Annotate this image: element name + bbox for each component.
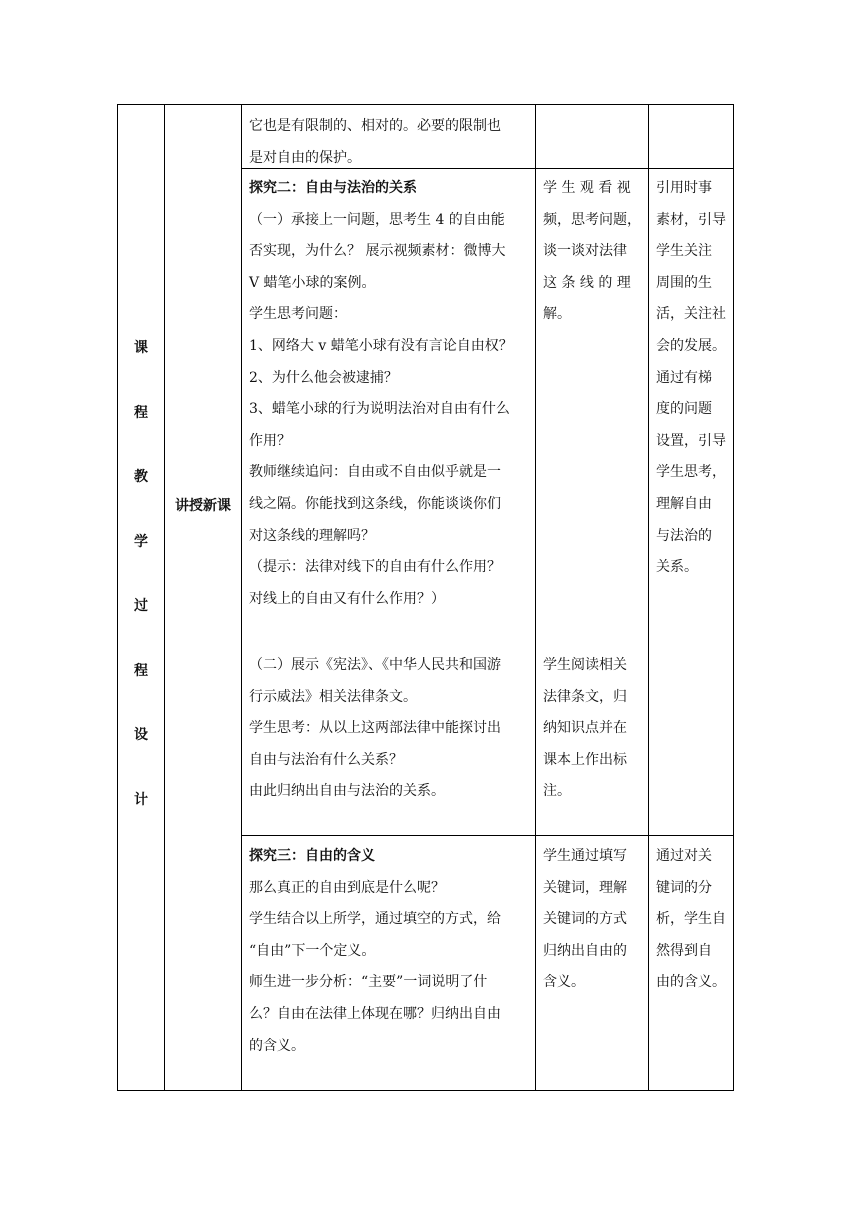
text-line: 这 条 线 的 理 (543, 274, 631, 291)
side-label-char: 设 (134, 727, 148, 743)
text-line: 会的发展。 (656, 337, 726, 354)
text-line: 然得到自 (656, 942, 712, 959)
text-line: （一）承接上一问题，思考生 4 的自由能 (249, 211, 505, 228)
text-line: （提示：法律对线下的自由有什么作用？ (249, 559, 501, 576)
text-line: 教师继续追问：自由或不自由似乎就是一 (249, 464, 501, 481)
text-line: 否实现，为什么？ 展示视频素材：微博大 (249, 243, 506, 260)
text-line: 么？自由在法律上体现在哪？归纳出自由 (249, 1005, 501, 1022)
column-divider-2 (241, 104, 242, 1091)
text-line: 学生关注 (656, 243, 712, 260)
section-label: 讲授新课 (175, 498, 231, 514)
text-line: 关系。 (656, 559, 698, 576)
side-label-char: 计 (134, 791, 148, 808)
text-line: 作用？ (249, 432, 291, 449)
text-line: 关键词的方式 (543, 911, 627, 928)
side-label-char: 学 (134, 533, 148, 550)
text-line: 1、网络大 v 蜡笔小球有没有言论自由权？ (249, 337, 513, 354)
row3-student-activity (543, 841, 643, 999)
side-label-char: 课 (134, 340, 148, 356)
side-label-char: 过 (134, 598, 148, 614)
column-divider-1 (164, 104, 165, 1091)
inquiry-2-heading: 探究二：自由与法治的关系 (249, 180, 417, 196)
text-line: 由此归纳出自由与法治的关系。 (249, 783, 445, 800)
course-process-design-label (118, 338, 164, 854)
row1-content (249, 111, 529, 174)
text-line: 纳知识点并在 (543, 720, 627, 737)
text-line: 学生结合以上所学，通过填空的方式，给 (249, 911, 501, 928)
text-line: 谈一谈对法律 (543, 243, 627, 260)
text-line: “自由”下一个定义。 (249, 942, 376, 959)
text-line: 它也是有限制的、相对的。必要的限制也 (249, 118, 501, 134)
text-line: 的含义。 (249, 1037, 305, 1054)
text-line: 注。 (543, 783, 571, 800)
table-right-border (733, 104, 734, 1091)
row3-content (249, 841, 529, 1062)
text-line: 学生通过填写 (543, 848, 627, 864)
row2-student-activity-2 (543, 650, 643, 808)
text-line: 与法治的 (656, 527, 712, 544)
row-divider-2 (241, 835, 734, 836)
text-line: 行示威法》相关法律条文。 (249, 688, 417, 705)
side-label-char: 教 (134, 469, 148, 485)
text-line: 引用时事 (656, 180, 712, 196)
row2-content (249, 173, 529, 615)
text-line: 师生进一步分析：“主要”一词说明了什 (249, 974, 488, 991)
side-label-char: 程 (134, 404, 148, 421)
text-line: （二）展示《宪法》、《中华人民共和国游 (249, 657, 501, 673)
text-line: 学 生 观 看 视 (543, 180, 631, 196)
inquiry-3-heading: 探究三：自由的含义 (249, 848, 375, 864)
text-line: 键词的分 (656, 879, 712, 896)
text-line: 通过有梯 (656, 369, 712, 386)
text-line: 学生思考， (656, 464, 726, 481)
side-label-char: 程 (134, 662, 148, 679)
text-line: 解。 (543, 306, 571, 323)
text-line: 素材，引导 (656, 211, 726, 228)
text-line: 设置，引导 (656, 432, 726, 449)
text-line: 由的含义。 (656, 974, 726, 991)
text-line: 对这条线的理解吗？ (249, 527, 375, 544)
text-line: 学生阅读相关 (543, 657, 627, 673)
text-line: 度的问题 (656, 401, 712, 418)
text-line: 自由与法治有什么关系？ (249, 751, 403, 768)
table-top-border (117, 104, 734, 105)
text-line: 含义。 (543, 974, 585, 991)
text-line: 析，学生自 (656, 911, 726, 928)
column-divider-3 (535, 104, 536, 1091)
table-bottom-border (117, 1090, 734, 1091)
text-line: 理解自由 (656, 495, 712, 512)
text-line: 学生思考：从以上这两部法律中能探讨出 (249, 720, 501, 737)
text-line: 线之隔。你能找到这条线，你能谈谈你们 (249, 495, 501, 512)
text-line: 活，关注社 (656, 306, 726, 323)
text-line: V 蜡笔小球的案例。 (249, 274, 376, 291)
text-line: 归纳出自由的 (543, 942, 627, 959)
text-line: 课本上作出标 (543, 751, 627, 768)
row2-content-part2 (249, 650, 529, 808)
text-line: 对线上的自由又有什么作用？） (249, 590, 445, 607)
row2-design-purpose (656, 173, 732, 584)
row3-design-purpose (656, 841, 732, 999)
text-line: 是对自由的保护。 (249, 149, 361, 166)
row2-student-activity-1 (543, 173, 643, 331)
text-line: 关键词，理解 (543, 879, 627, 896)
text-line: 2、为什么他会被逮捕？ (249, 369, 398, 386)
text-line: 法律条文，归 (543, 688, 627, 705)
text-line: 通过对关 (656, 848, 712, 864)
text-line: 周围的生 (656, 274, 712, 291)
text-line: 频，思考问题， (543, 211, 641, 228)
text-line: 那么真正的自由到底是什么呢？ (249, 879, 445, 896)
text-line: 学生思考问题： (249, 306, 347, 323)
column-divider-4 (648, 104, 649, 1091)
text-line: 3、蜡笔小球的行为说明法治对自由有什么 (249, 401, 510, 418)
